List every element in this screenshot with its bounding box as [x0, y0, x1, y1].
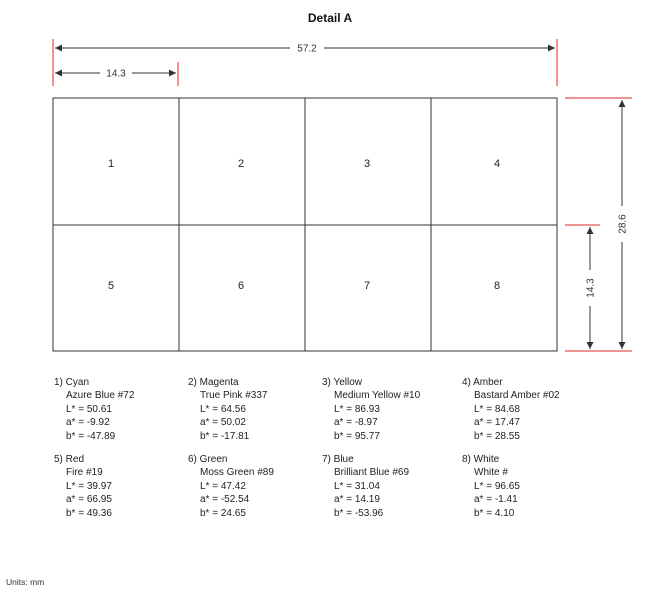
detail-title: Detail A: [307, 11, 353, 25]
legend-color-name: Moss Green #89: [200, 467, 274, 479]
legend-entry: [462, 453, 612, 520]
legend-heading: 8) White: [462, 454, 500, 466]
legend-b-value: b* = 49.36: [66, 507, 112, 519]
legend-b-value: b* = -17.81: [200, 430, 250, 442]
legend-color-name: Fire #19: [66, 467, 103, 479]
legend-heading: 4) Amber: [462, 377, 503, 388]
legend-l-value: L* = 96.65: [474, 480, 520, 492]
legend-a-value: a* = -52.54: [200, 494, 250, 506]
legend-a-value: a* = 66.95: [66, 494, 112, 506]
cell-label: 7: [363, 280, 371, 292]
cell-height-label: 14.3: [585, 278, 597, 298]
legend-b-value: b* = 28.55: [474, 430, 520, 442]
legend-heading: 1) Cyan: [54, 377, 90, 388]
extension-lines: [53, 39, 632, 351]
legend-color-name: Medium Yellow #10: [334, 390, 421, 402]
legend-b-value: b* = 95.77: [334, 430, 380, 442]
legend-b-value: b* = -53.96: [334, 507, 384, 519]
legend-color-name: Brilliant Blue #69: [334, 467, 410, 479]
overall-width-label: 57.2: [297, 43, 317, 55]
overall-height-label: 28.6: [617, 214, 629, 234]
legend-l-value: L* = 64.56: [200, 403, 246, 415]
cell-label: 8: [493, 280, 501, 292]
cell-label: 5: [107, 280, 115, 292]
cell-label: 3: [363, 158, 371, 170]
legend-entry: [54, 376, 188, 443]
legend-a-value: a* = -9.92: [66, 417, 110, 429]
legend-l-value: L* = 84.68: [474, 403, 520, 415]
legend-entry: [462, 376, 612, 443]
legend-entry: [54, 453, 188, 520]
legend-a-value: a* = 14.19: [334, 494, 380, 506]
legend-heading: 6) Green: [188, 454, 228, 466]
legend-color-name: Azure Blue #72: [66, 390, 135, 402]
color-legend: [54, 376, 614, 520]
legend-color-name: True Pink #337: [200, 390, 268, 402]
cell-grid: [53, 98, 557, 351]
legend-l-value: L* = 86.93: [334, 403, 380, 415]
legend-l-value: L* = 50.61: [66, 403, 112, 415]
legend-heading: 2) Magenta: [188, 377, 239, 388]
legend-entry: [188, 376, 322, 443]
legend-b-value: b* = 4.10: [474, 507, 515, 519]
legend-color-name: Bastard Amber #02: [474, 390, 560, 402]
legend-a-value: a* = 17.47: [474, 417, 520, 429]
legend-b-value: b* = -47.89: [66, 430, 116, 442]
cell-label: 2: [237, 158, 245, 170]
legend-l-value: L* = 39.97: [66, 480, 112, 492]
legend-heading: 7) Blue: [322, 454, 354, 466]
legend-a-value: a* = -8.97: [334, 417, 378, 429]
legend-color-name: White #: [474, 467, 508, 479]
legend-b-value: b* = 24.65: [200, 507, 246, 519]
units-note: Units: mm: [6, 577, 45, 587]
legend-heading: 3) Yellow: [322, 377, 363, 388]
cell-label: 1: [107, 158, 115, 170]
legend-a-value: a* = 50.02: [200, 417, 246, 429]
legend-entry: [322, 453, 462, 520]
legend-l-value: L* = 47.42: [200, 480, 246, 492]
legend-a-value: a* = -1.41: [474, 494, 518, 506]
legend-entry: [322, 376, 462, 443]
cell-label: 4: [493, 158, 501, 170]
legend-heading: 5) Red: [54, 454, 85, 466]
cell-width-label: 14.3: [106, 68, 126, 80]
cell-label: 6: [237, 280, 245, 292]
legend-l-value: L* = 31.04: [334, 480, 380, 492]
legend-entry: [188, 453, 322, 520]
